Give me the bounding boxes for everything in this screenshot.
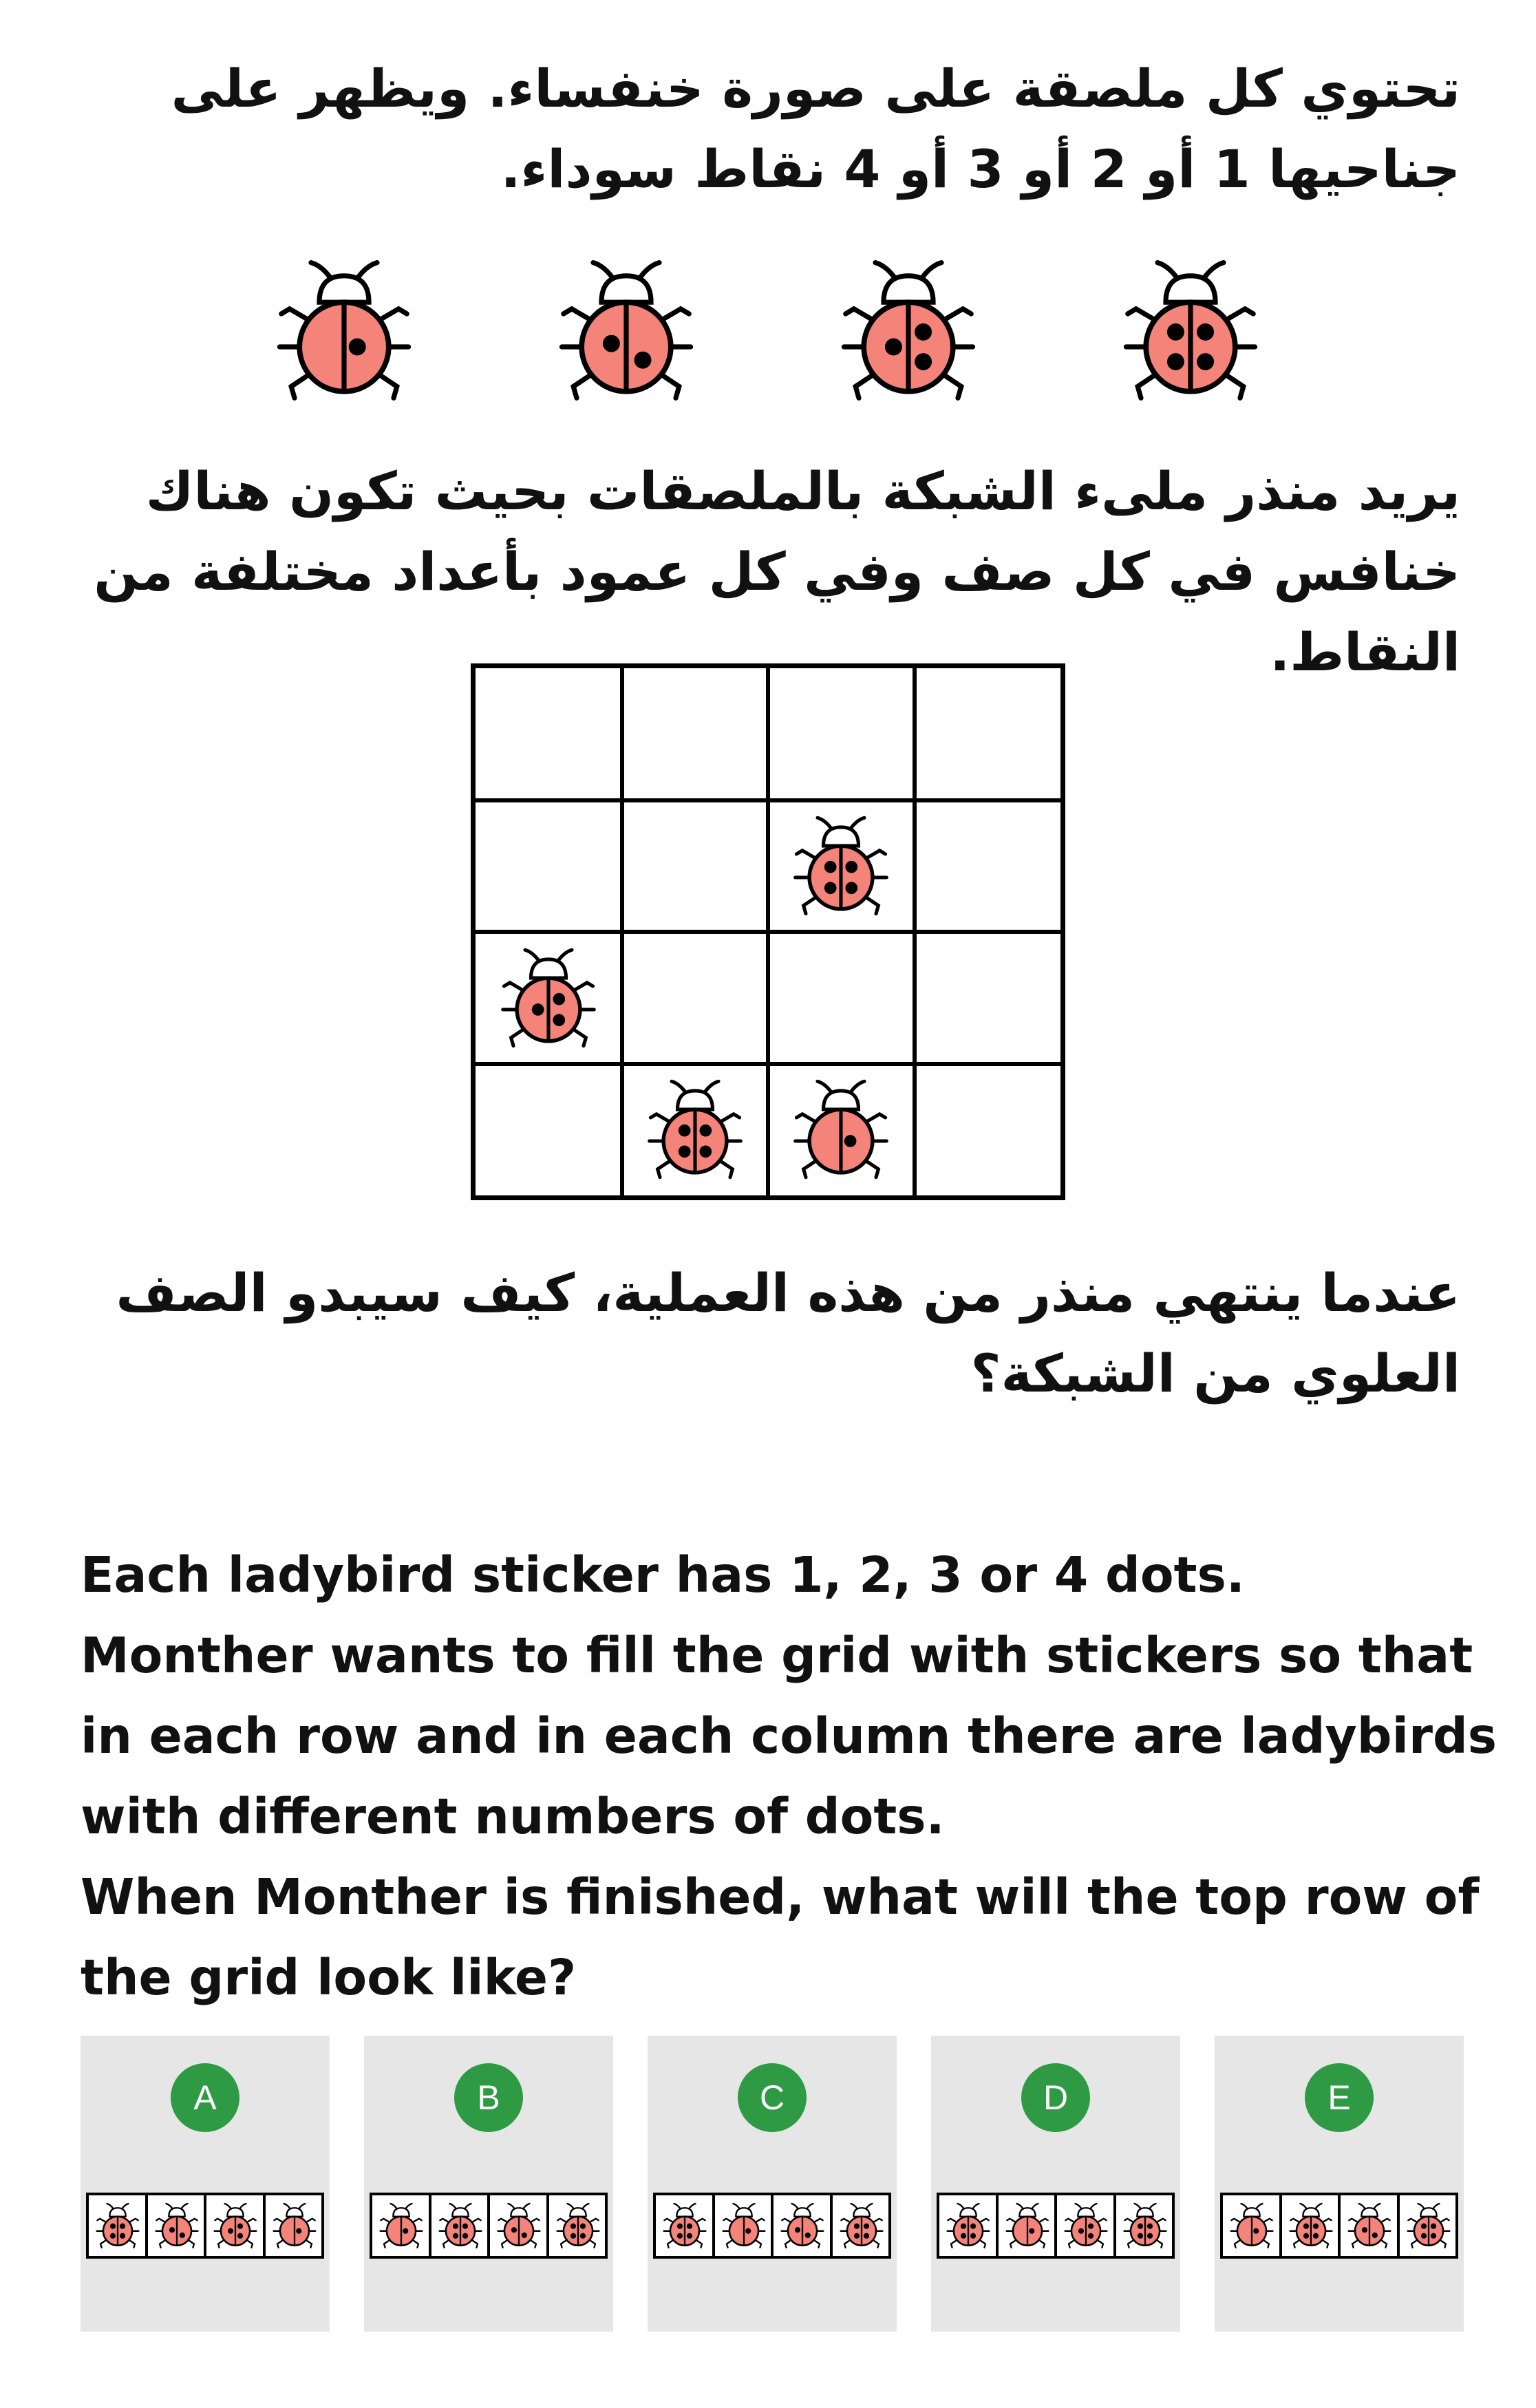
- grid-row-line: [476, 1062, 1060, 1066]
- strip-cell: [939, 2195, 999, 2256]
- option-row-strip: [937, 2193, 1175, 2259]
- option-row-strip: [86, 2193, 324, 2259]
- strip-cell: [372, 2195, 431, 2256]
- option-letter-badge: C: [738, 2063, 807, 2132]
- english-line-5: When Monther is finished, what will the top row of: [81, 1868, 1480, 1926]
- answer-options: [81, 2036, 1464, 2332]
- ladybug-2-dot-icon: [544, 248, 709, 413]
- english-line-1: Each ladybird sticker has 1, 2, 3 or 4 dots.: [81, 1546, 1245, 1603]
- option-ladybug-4-dot-icon: [551, 2197, 605, 2254]
- strip-cell: [1282, 2195, 1341, 2256]
- option-ladybug-2-dot-icon: [776, 2197, 829, 2254]
- ladybug-4-dot-icon: [1108, 248, 1273, 413]
- option-ladybug-3-dot-icon: [209, 2197, 262, 2254]
- strip-cell: [206, 2195, 266, 2256]
- option-ladybug-2-dot-icon: [1343, 2197, 1396, 2254]
- strip-cell: [549, 2195, 606, 2256]
- strip-cell: [715, 2195, 774, 2256]
- strip-cell: [266, 2195, 322, 2256]
- grid-ladybug-3-dot-icon: [490, 939, 607, 1056]
- option-ladybug-4-dot-icon: [1118, 2197, 1172, 2254]
- strip-cell: [833, 2195, 889, 2256]
- strip-cell: [431, 2195, 491, 2256]
- option-ladybug-2-dot-icon: [492, 2197, 546, 2254]
- sticker-grid: [471, 663, 1065, 1200]
- option-ladybug-4-dot-icon: [1284, 2197, 1338, 2254]
- strip-cell: [999, 2195, 1058, 2256]
- option-ladybug-2-dot-icon: [150, 2197, 204, 2254]
- strip-cell: [490, 2195, 549, 2256]
- option-b[interactable]: [364, 2036, 613, 2332]
- option-ladybug-4-dot-icon: [1402, 2197, 1455, 2254]
- option-a[interactable]: [81, 2036, 330, 2332]
- option-ladybug-1-dot-icon: [717, 2197, 771, 2254]
- english-line-2: Monther wants to fill the grid with stickers so that: [81, 1627, 1473, 1684]
- option-ladybug-1-dot-icon: [1001, 2197, 1054, 2254]
- option-ladybug-4-dot-icon: [91, 2197, 145, 2254]
- option-ladybug-4-dot-icon: [658, 2197, 712, 2254]
- strip-cell: [774, 2195, 833, 2256]
- option-row-strip: [370, 2193, 608, 2259]
- option-ladybug-1-dot-icon: [1225, 2197, 1279, 2254]
- option-ladybug-1-dot-icon: [374, 2197, 428, 2254]
- ladybug-legend: [0, 248, 1536, 420]
- option-d[interactable]: [931, 2036, 1180, 2332]
- option-ladybug-1-dot-icon: [268, 2197, 321, 2254]
- option-ladybug-3-dot-icon: [1059, 2197, 1113, 2254]
- strip-cell: [1341, 2195, 1400, 2256]
- ladybug-3-dot-icon: [826, 248, 991, 413]
- english-question: [81, 1535, 1497, 2018]
- option-row-strip: [1220, 2193, 1458, 2259]
- ladybug-1-dot-icon: [262, 248, 427, 413]
- english-line-6: the grid look like?: [81, 1949, 577, 2006]
- arabic-intro-text: تحتوي كل ملصقة على صورة خنفساء. ويظهر على جناحيها 1 أو 2 أو 3 أو 4 نقاط سوداء.: [171, 58, 1460, 200]
- strip-cell: [148, 2195, 207, 2256]
- option-letter-badge: B: [454, 2063, 523, 2132]
- option-letter-badge: A: [171, 2063, 239, 2132]
- option-c[interactable]: [648, 2036, 897, 2332]
- arabic-question-text: عندما ينتهي منذر من هذه العملية، كيف سيبدو الصف العلوي من الشبكة؟: [116, 1262, 1460, 1404]
- option-letter-badge: E: [1305, 2063, 1374, 2132]
- english-line-4: with different numbers of dots.: [81, 1788, 945, 1845]
- strip-cell: [656, 2195, 715, 2256]
- grid-row-line: [476, 798, 1060, 802]
- grid-row-line: [476, 930, 1060, 934]
- option-row-strip: [653, 2193, 891, 2259]
- strip-cell: [1057, 2195, 1116, 2256]
- english-line-3: in each row and in each column there are ladybirds: [81, 1707, 1497, 1765]
- strip-cell: [1223, 2195, 1282, 2256]
- option-ladybug-4-dot-icon: [434, 2197, 487, 2254]
- strip-cell: [89, 2195, 148, 2256]
- grid-ladybug-4-dot-icon: [782, 807, 899, 924]
- arabic-rule-text: يريد منذر ملىء الشبكة بالملصقات بحيث تكون هناك خنافس في كل صف وفي كل عمود بأعداد مختلفة من النقاط.: [94, 460, 1460, 683]
- grid-ladybug-4-dot-icon: [637, 1071, 754, 1188]
- strip-cell: [1116, 2195, 1173, 2256]
- strip-cell: [1400, 2195, 1456, 2256]
- option-e[interactable]: [1215, 2036, 1464, 2332]
- option-ladybug-4-dot-icon: [941, 2197, 995, 2254]
- option-ladybug-4-dot-icon: [835, 2197, 888, 2254]
- option-letter-badge: D: [1021, 2063, 1090, 2132]
- grid-ladybug-1-dot-icon: [782, 1071, 899, 1188]
